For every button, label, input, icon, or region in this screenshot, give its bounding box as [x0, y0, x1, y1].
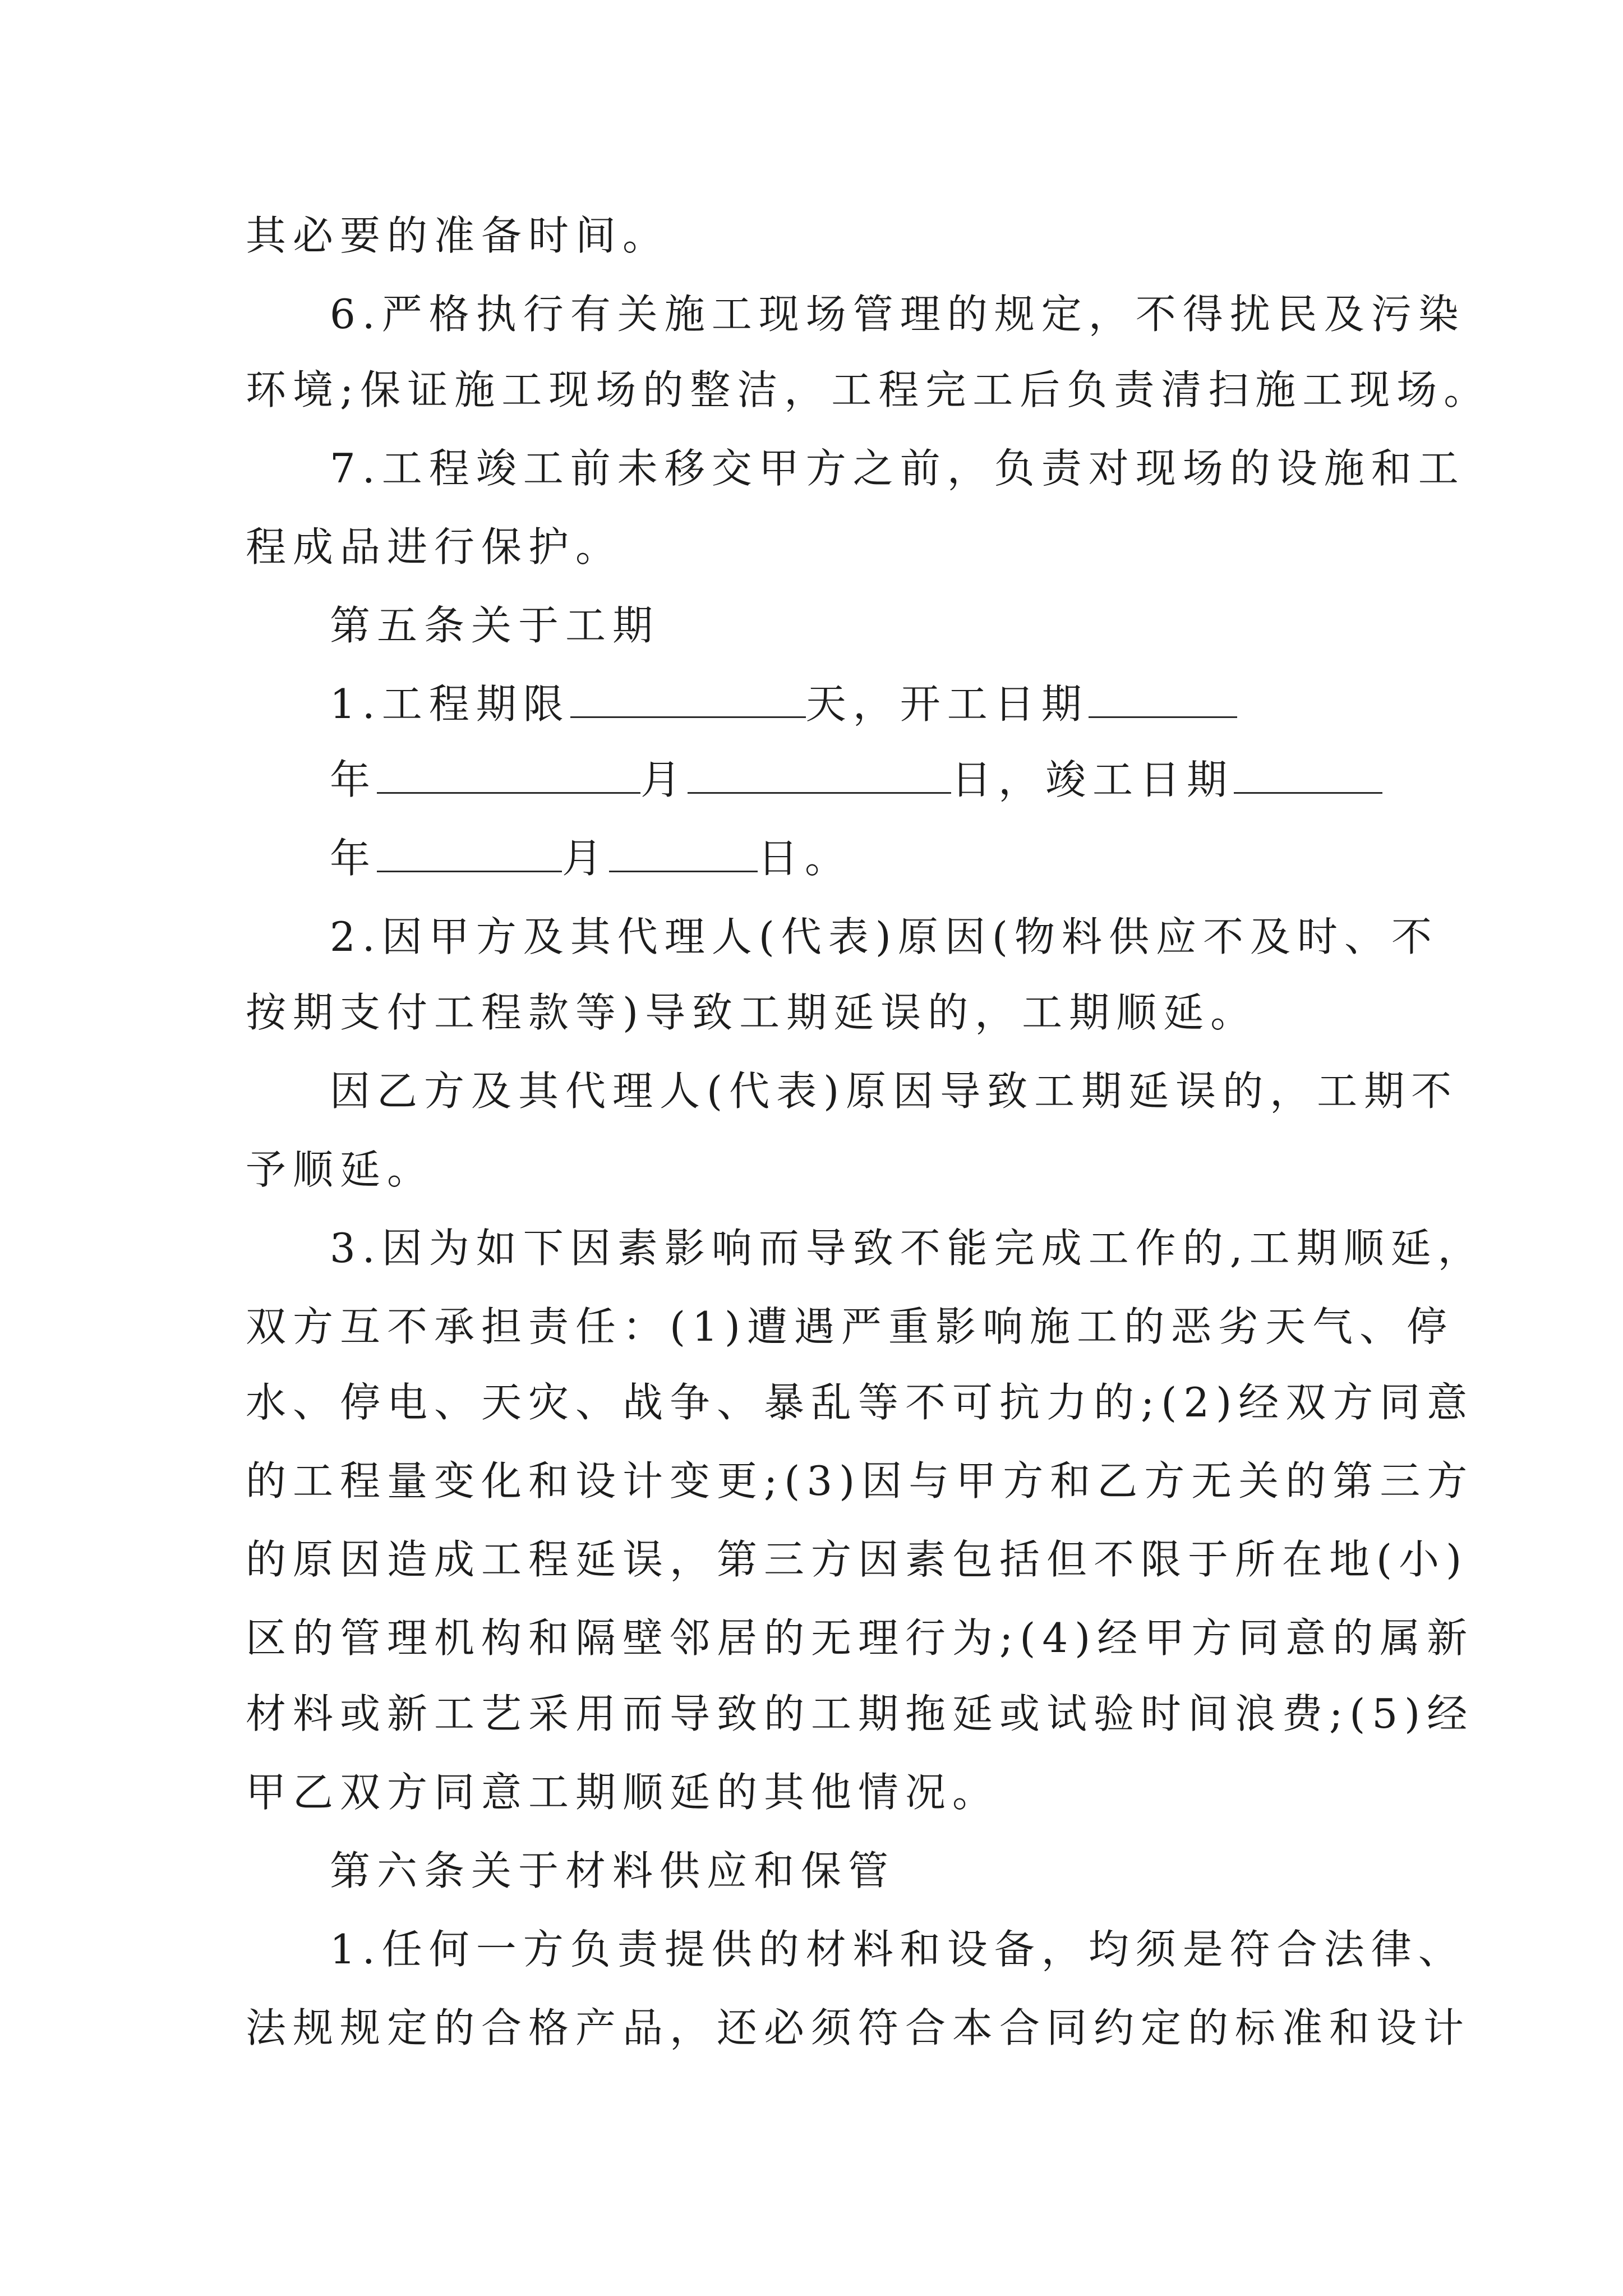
- label: 日，竣工日期: [951, 756, 1234, 803]
- label: 年: [330, 835, 377, 882]
- text-line: 3.因为如下因素影响而导致不能完成工作的,工期顺延，: [330, 1225, 1485, 1272]
- text-line: 予顺延。: [246, 1146, 435, 1193]
- label: 1.工程期限: [330, 680, 570, 728]
- text-line: 按期支付工程款等)导致工期延误的，工期顺延。: [246, 989, 1258, 1036]
- form-line-start-date: [330, 749, 1382, 811]
- text-line: 环境;保证施工现场的整洁，工程完工后负责清扫施工现场。: [246, 366, 1491, 413]
- label: 天，开工日期: [805, 680, 1089, 728]
- form-line-duration: [330, 673, 1237, 735]
- form-line-end-date: [330, 827, 852, 889]
- text-line: 因乙方及其代理人(代表)原因导致工期延误的，工期不: [330, 1068, 1459, 1115]
- section-heading: 第五条关于工期: [330, 602, 660, 649]
- text-line: 法规规定的合格产品，还必须符合本合同约定的标准和设计: [246, 2004, 1471, 2051]
- text-line: 的工程量变化和设计变更;(3)因与甲方和乙方无关的第三方: [246, 1457, 1474, 1504]
- text-line: 水、停电、天灾、战争、暴乱等不可抗力的;(2)经双方同意: [246, 1379, 1474, 1426]
- text-line: 1.任何一方负责提供的材料和设备，均须是符合法律、: [330, 1926, 1465, 1973]
- text-line: 程成品进行保护。: [246, 523, 623, 570]
- fill-in-blank[interactable]: [1234, 756, 1382, 794]
- fill-in-blank[interactable]: [377, 834, 562, 872]
- fill-in-blank[interactable]: [377, 756, 640, 794]
- text-line: 的原因造成工程延误，第三方因素包括但不限于所在地(小): [246, 1536, 1469, 1583]
- text-line: 区的管理机构和隔壁邻居的无理行为;(4)经甲方同意的属新: [246, 1614, 1474, 1662]
- section-heading: 第六条关于材料供应和保管: [330, 1847, 896, 1894]
- text-line: 材料或新工艺采用而导致的工期拖延或试验时间浪费;(5)经: [246, 1690, 1474, 1737]
- fill-in-blank[interactable]: [570, 680, 806, 718]
- text-line: 6.严格执行有关施工现场管理的规定，不得扰民及污染: [330, 291, 1465, 338]
- text-line: 7.工程竣工前未移交甲方之前，负责对现场的设施和工: [330, 445, 1465, 492]
- text-line: 双方互不承担责任：(1)遭遇严重影响施工的恶劣天气、停: [246, 1303, 1454, 1350]
- label: 月: [640, 756, 688, 803]
- text-line: 甲乙双方同意工期顺延的其他情况。: [246, 1769, 1000, 1816]
- fill-in-blank[interactable]: [609, 834, 758, 872]
- text-line: 2.因甲方及其代理人(代表)原因(物料供应不及时、不: [330, 913, 1438, 960]
- fill-in-blank[interactable]: [688, 756, 951, 794]
- fill-in-blank[interactable]: [1089, 680, 1237, 718]
- label: 月: [562, 835, 610, 882]
- label: 日。: [758, 835, 852, 882]
- label: 年: [330, 756, 377, 803]
- text-line: 其必要的准备时间。: [246, 212, 670, 259]
